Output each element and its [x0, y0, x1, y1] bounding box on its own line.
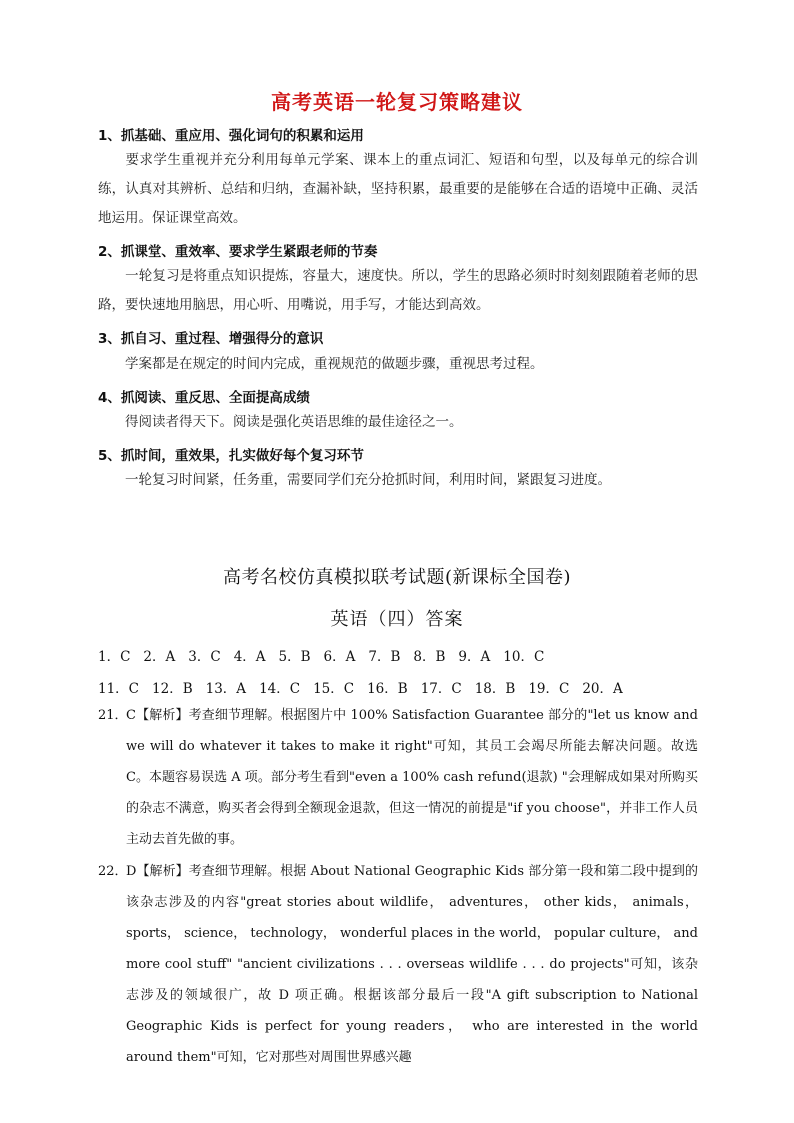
answer-item: 14．C	[259, 681, 301, 697]
section-2-heading: 2、抓课堂、重效率、要求学生紧跟老师的节奏	[98, 244, 378, 260]
answer-item: 20．A	[582, 681, 623, 697]
answer-item: 4．A	[233, 649, 266, 665]
section-4-body: 得阅读者得天下。阅读是强化英语思维的最佳途径之一。	[125, 414, 463, 430]
section-3-heading: 3、抓自习、重过程、增强得分的意识	[98, 331, 324, 347]
answers-row-1	[98, 645, 557, 665]
section-2-body: 一轮复习是将重点知识提炼，容量大，速度快。所以，学生的思路必须时时刻刻跟随着老师的思路，要快速地用脑思，用心听、用嘴说，用手写，才能达到高效。	[98, 268, 698, 313]
section-3-body: 学案都是在规定的时间内完成，重视规范的做题步骤，重视思考过程。	[125, 356, 544, 372]
strategy-title: 高考英语一轮复习策略建议	[271, 90, 523, 114]
exam-subtitle: 英语（四）答案	[330, 609, 464, 630]
question-number: 22．	[98, 864, 128, 879]
answer-item: 9．A	[458, 649, 491, 665]
answer-item: 18．B	[474, 681, 516, 697]
answer-item: 1．C	[98, 649, 131, 665]
answer-item: 11．C	[98, 681, 140, 697]
answer-item: 16．B	[367, 681, 408, 697]
answer-item: 3．C	[188, 649, 221, 665]
answer-item: 13．A	[205, 681, 247, 697]
answers-row-2	[98, 677, 636, 697]
answer-item: 10．C	[503, 649, 545, 665]
question-number: 21．	[98, 708, 128, 723]
answer-item: 5．B	[278, 649, 311, 665]
section-5-body: 一轮复习时间紧，任务重，需要同学们充分抢抓时间，利用时间，紧跟复习进度。	[125, 472, 611, 488]
answer-item: 12．B	[152, 681, 193, 697]
question-22-explanation: 22． D【解析】考查细节理解。根据 About National Geographic Kids 部分第一段和第二段中提到的该杂志涉及的内容"great stories about wildlife， adventures， other kids， animals， sports， science， technology， wonderful places in the world， popular culture， and more cool stuff" "ancient civilizations . . . overseas wildlife . . . do projects"可知，该杂志涉及的领域很广，故 D 项正确。根据该部分最后一段"A gift subscription to National Geographic Kids is perfect for young readers， who are interested in the world around them"可知，它对那些对周围世界感兴趣	[126, 856, 698, 1073]
question-21-explanation: 21． C【解析】考查细节理解。根据图片中 100% Satisfaction Guarantee 部分的"let us know and we will do whatever it takes to make it right"可知，其员工会竭尽所能去解决问题。故选 C。本题容易误选 A 项。部分考生看到"even a 100% cash refund(退款) "会理解成如果对所购买的杂志不满意，购买者会得到全额现金退款，但这一情况的前提是"if you choose"，并非工作人员主动去首先做的事。	[126, 700, 698, 855]
answer-item: 7．B	[368, 649, 401, 665]
answer-item: 2．A	[143, 649, 176, 665]
section-5-heading: 5、抓时间，重效果，扎实做好每个复习环节	[98, 448, 364, 464]
answer-item: 8．B	[413, 649, 446, 665]
section-4-heading: 4、抓阅读、重反思、全面提高成绩	[98, 390, 310, 406]
answer-item: 6．A	[323, 649, 356, 665]
section-1-heading: 1、抓基础、重应用、强化词句的积累和运用	[98, 128, 364, 144]
exam-title: 高考名校仿真模拟联考试题(新课标全国卷)	[222, 567, 572, 588]
answer-item: 17．C	[420, 681, 462, 697]
answer-item: 15．C	[313, 681, 355, 697]
answer-item: 19．C	[528, 681, 570, 697]
section-1-body: 要求学生重视并充分利用每单元学案、课本上的重点词汇、短语和句型，以及每单元的综合训练，认真对其辨析、总结和归纳，查漏补缺，坚持积累，最重要的是能够在合适的语境中正确、灵活地运用。保证课堂高效。	[98, 152, 698, 226]
